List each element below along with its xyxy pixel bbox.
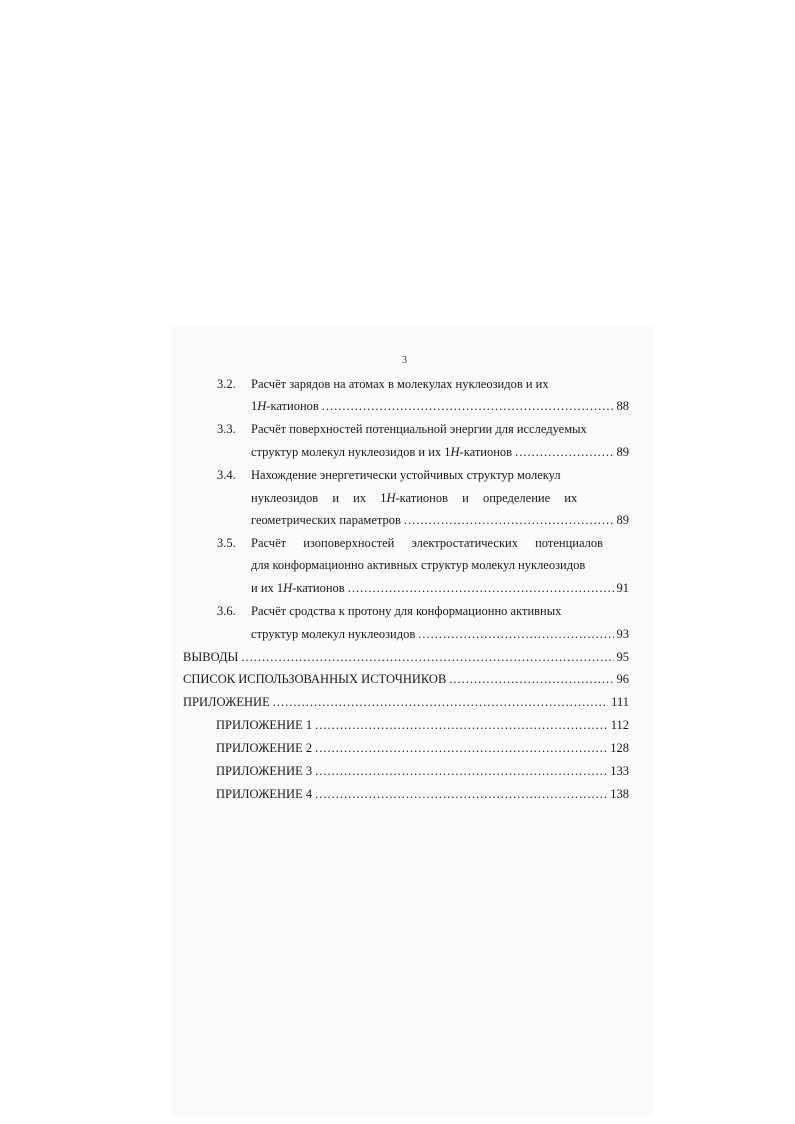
dot-leader: [404, 512, 614, 528]
page-ref: 89: [616, 445, 629, 459]
page-ref: 88: [616, 399, 629, 413]
toc-entry-appendix-3: [216, 763, 629, 779]
toc-entry-text: -катионов: [292, 581, 345, 595]
toc-entry-leader-line: [251, 444, 629, 460]
toc-entry-italic: H: [386, 491, 396, 505]
section-number: 3.4.: [217, 468, 236, 482]
section-number: 3.3.: [217, 422, 236, 436]
page-ref: 95: [616, 650, 629, 664]
toc-entry-text: ПРИЛОЖЕНИЕ: [183, 695, 270, 709]
toc-entry-appendix: [183, 694, 629, 710]
toc-entry-text: Нахождение энергетически устойчивых структур молекул: [251, 468, 561, 482]
dot-leader: [449, 671, 613, 687]
toc-entry-leader-line: [251, 512, 629, 528]
toc-entry-leader-line: [251, 626, 629, 642]
toc-entry-appendix-1: [216, 717, 629, 733]
toc-entry-text: ВЫВОДЫ: [183, 650, 239, 664]
page-ref: 89: [616, 513, 629, 527]
toc-entry-appendix-2: [216, 740, 629, 756]
toc-entry-text: геометрических параметров: [251, 513, 401, 527]
page-ref: 112: [610, 718, 629, 732]
toc-entry-text: нуклеозидов и их 1: [251, 491, 387, 505]
dot-leader: [315, 740, 607, 756]
dot-leader: [515, 444, 613, 460]
toc-entry-text: ПРИЛОЖЕНИЕ 2: [216, 741, 313, 755]
toc-entry-italic: H: [257, 399, 267, 413]
toc-entry-text: для конформационно активных структур молекул нуклеозидов: [251, 558, 586, 572]
page-ref: 138: [610, 787, 629, 801]
toc-entry-leader-line: [251, 398, 629, 414]
page-ref: 133: [610, 764, 629, 778]
dot-leader: [273, 694, 608, 710]
toc-entry-italic: H: [283, 581, 293, 595]
toc-entry-italic: H: [450, 445, 460, 459]
dot-leader: [241, 649, 613, 665]
section-number: 3.2.: [217, 377, 236, 391]
section-number: 3.6.: [217, 604, 236, 618]
dot-leader: [418, 626, 613, 642]
toc-entry-text: 1: [251, 399, 258, 413]
page-number: 3: [402, 355, 407, 366]
page-ref: 128: [610, 741, 629, 755]
page-ref: 111: [611, 695, 629, 709]
page-ref: 93: [616, 627, 629, 641]
toc-entry-text: Расчёт поверхностей потенциальной энергии для исследуемых: [251, 422, 587, 436]
toc-entry-text: -катионов: [459, 445, 513, 459]
dot-leader: [315, 786, 607, 802]
toc-entry-text: -катионов: [266, 399, 319, 413]
dot-leader: [315, 763, 607, 779]
toc-entry-appendix-4: [216, 786, 629, 802]
toc-entry-text: Расчёт изоповерхностей электростатических потенциалов: [251, 536, 603, 550]
toc-entry-text: ПРИЛОЖЕНИЕ 3: [216, 764, 313, 778]
toc-entry-conclusions: [183, 649, 629, 665]
toc-entry-leader-line: [251, 580, 629, 596]
page-ref: 91: [616, 581, 629, 595]
toc-entry-text: ПРИЛОЖЕНИЕ 4: [216, 787, 313, 801]
dot-leader: [322, 398, 614, 414]
toc-entry-text: и их 1: [251, 581, 284, 595]
page-ref: 96: [616, 672, 629, 686]
toc-entry-text: [251, 490, 578, 506]
dot-leader: [348, 580, 614, 596]
toc-entry-text: структур молекул нуклеозидов и их 1: [251, 445, 451, 459]
toc-entry-text: -катионов и определение их: [395, 491, 578, 505]
toc-entry-text: ПРИЛОЖЕНИЕ 1: [216, 718, 313, 732]
toc-entry-text: Расчёт зарядов на атомах в молекулах нуклеозидов и их: [251, 377, 549, 391]
toc-entry-text: СПИСОК ИСПОЛЬЗОВАННЫХ ИСТОЧНИКОВ: [183, 672, 447, 686]
toc-entry-text: Расчёт сродства к протону для конформационно активных: [251, 604, 562, 618]
dot-leader: [315, 717, 608, 733]
toc-entry-references: [183, 671, 629, 687]
toc-entry-text: структур молекул нуклеозидов: [251, 627, 416, 641]
section-number: 3.5.: [217, 536, 236, 550]
